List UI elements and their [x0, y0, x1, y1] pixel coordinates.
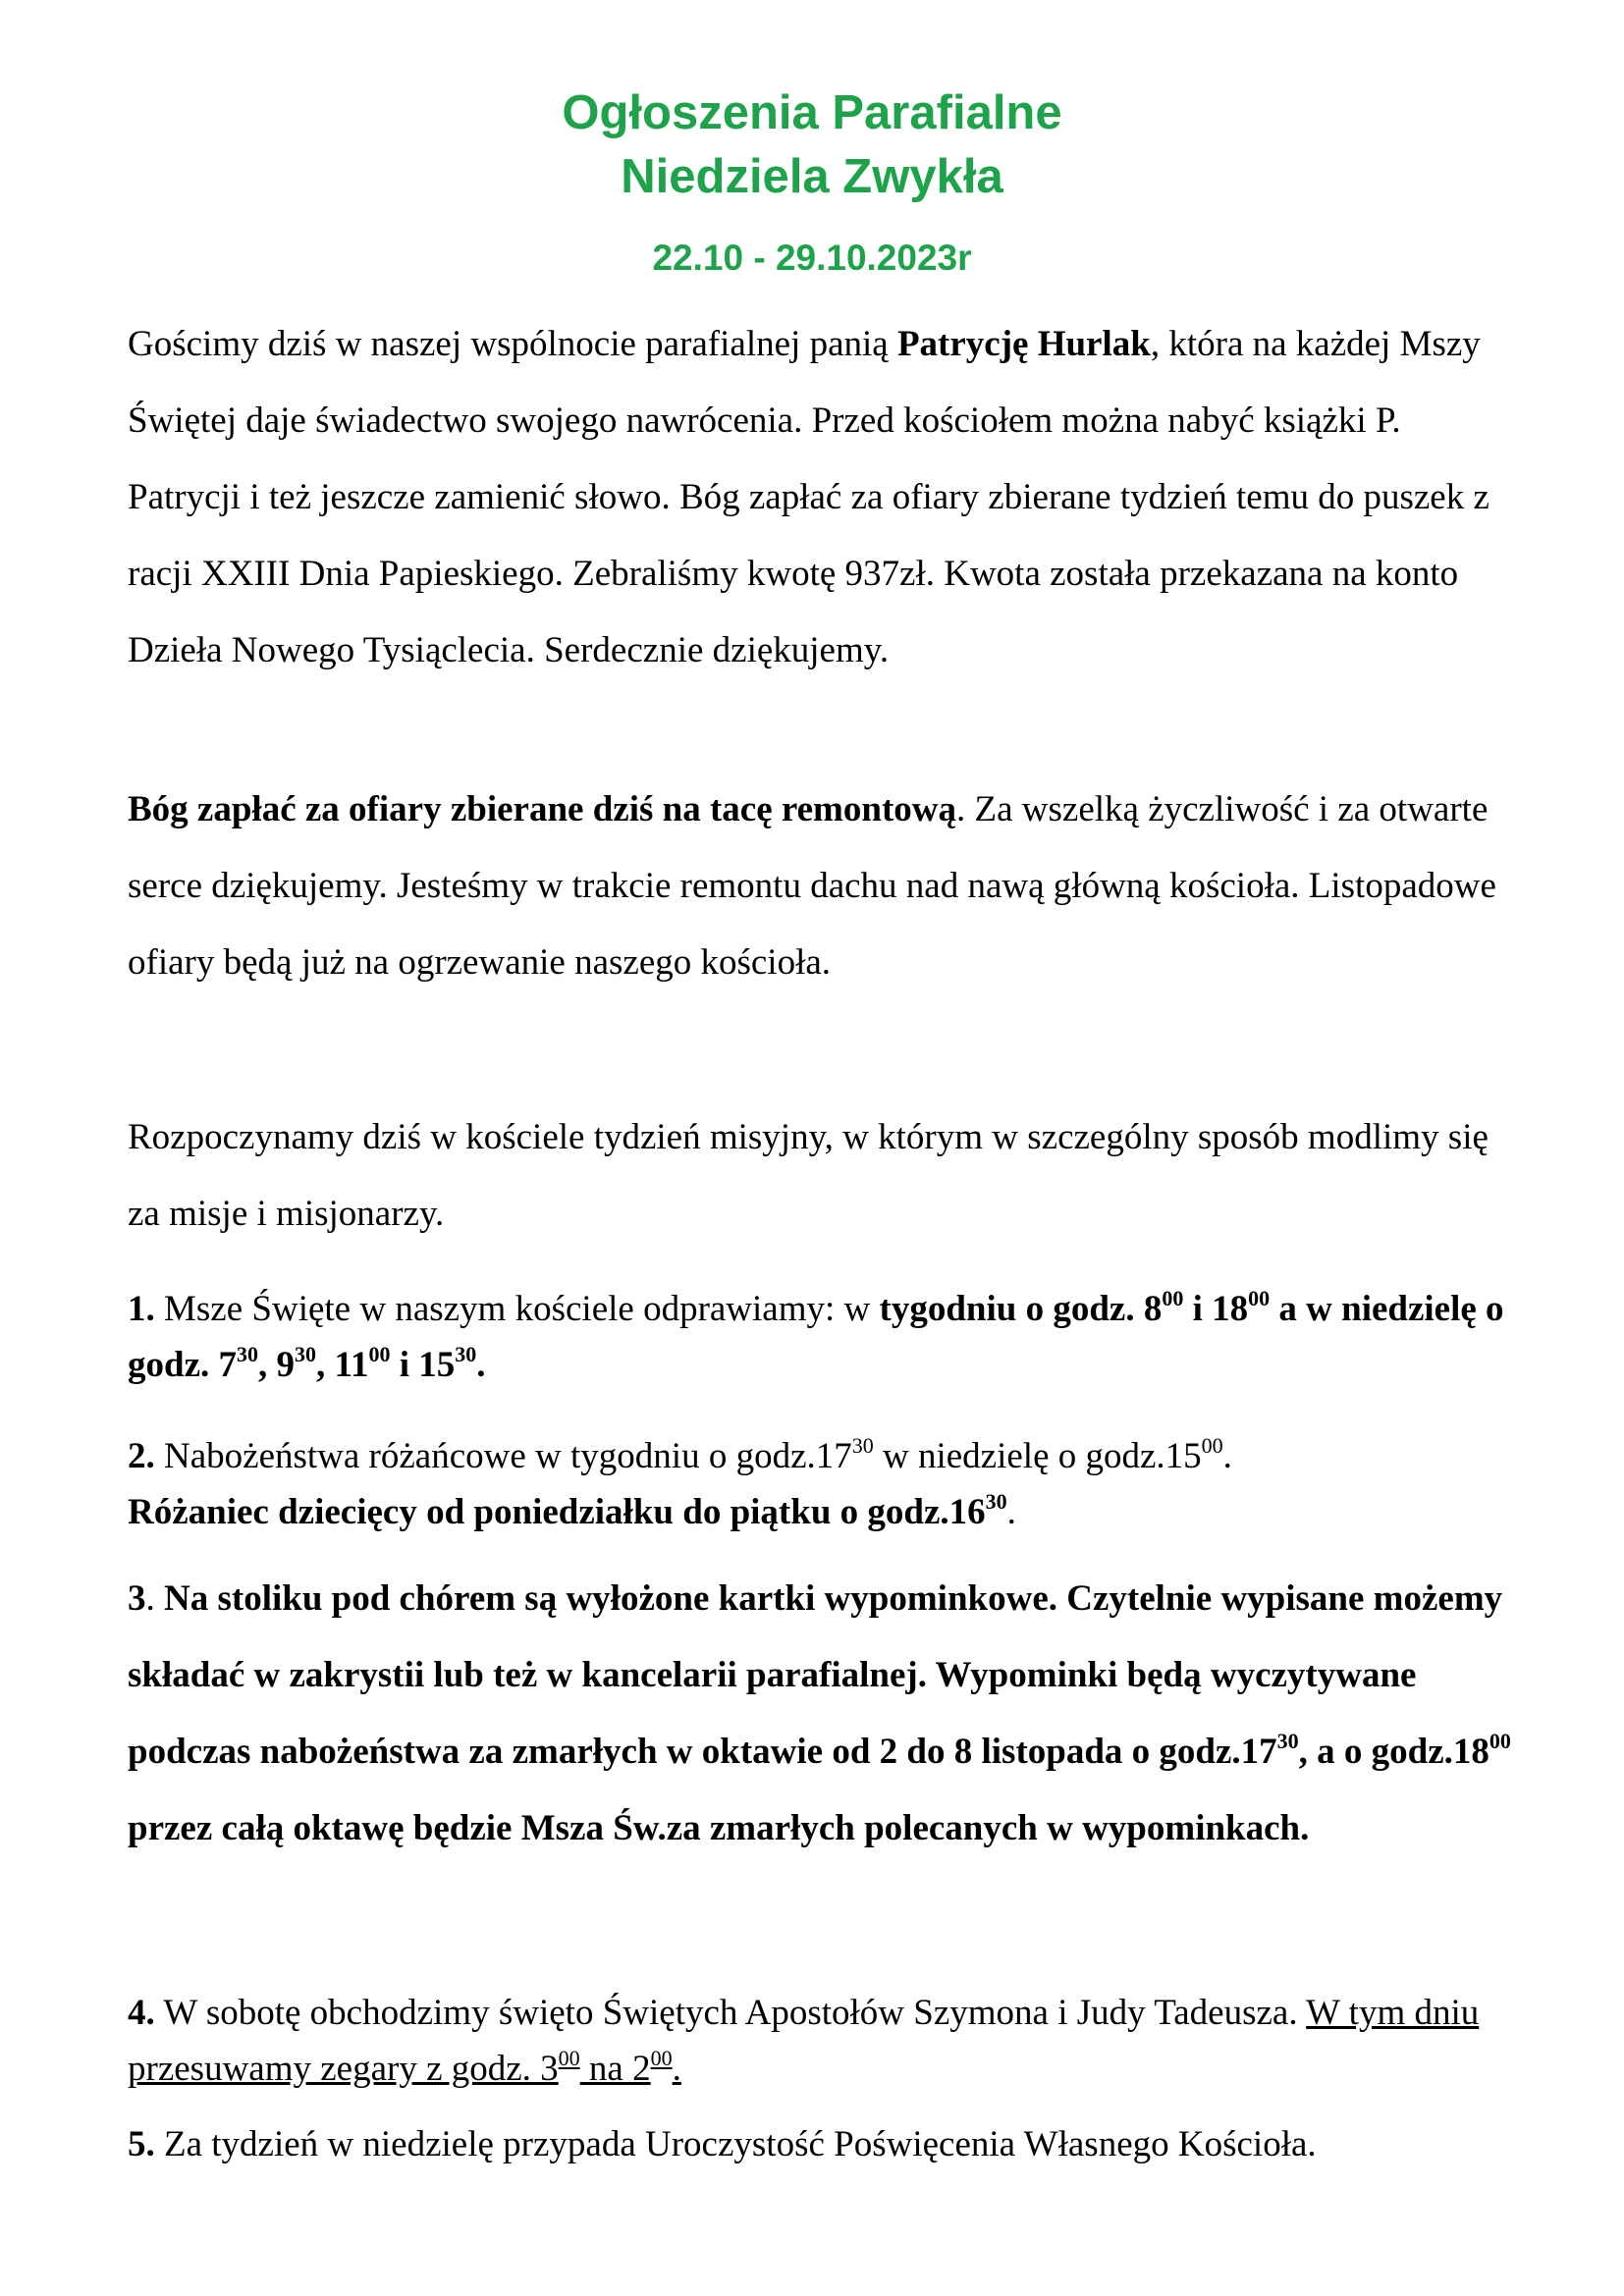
item-text: .	[145, 1578, 164, 1619]
item-bold-text: , 11	[316, 1345, 369, 1385]
item-bold-text: .	[476, 1345, 486, 1385]
time-minutes: 00	[368, 1341, 391, 1366]
item-text: Msze Święte w naszym kościele odprawiamy: w	[154, 1289, 880, 1329]
repair-paragraph	[128, 772, 1512, 1001]
date-range: 22.10 - 29.10.2023r	[652, 238, 972, 278]
item-number: 3	[128, 1578, 146, 1619]
time-minutes: 00	[1248, 1285, 1271, 1310]
item-1-mass-times	[128, 1281, 1512, 1393]
time-minutes: 00	[558, 2045, 580, 2070]
time-minutes: 30	[851, 1432, 874, 1458]
item-3-remembrance-cards	[128, 1561, 1512, 1867]
time-minutes: 30	[985, 1488, 1007, 1514]
time-minutes: 30	[455, 1341, 477, 1366]
item-2-rosary	[128, 1428, 1512, 1540]
item-bold-text: przez całą oktawę będzie Msza Św.za zmarłych polecanych w wypominkach.	[128, 1808, 1310, 1848]
page-subtitle: Niedziela Zwykła	[621, 150, 1003, 203]
item-number: 2.	[128, 1436, 155, 1476]
time-minutes: 00	[1489, 1728, 1511, 1753]
item-text: Nabożeństwa różańcowe w tygodniu o godz.17	[154, 1436, 852, 1476]
item-bold-text: Na stoliku pod chórem są wyłożone kartki wypominkowe. Czytelnie wypisane możemy składać w zakrystii lub też w kancelarii parafialnej. Wypominki będą wyczytywane podczas nabożeństwa za zmarłych w oktawie od 2 do 8 listopada o godz.17	[128, 1578, 1503, 1772]
repair-thanks-bold: Bóg zapłać za ofiary zbierane dziś na tacę remontową	[128, 789, 956, 829]
time-minutes: 30	[295, 1341, 316, 1366]
item-text: .	[1222, 1436, 1232, 1476]
item-number: 5.	[128, 2124, 155, 2164]
item-bold-text: i 18	[1183, 1289, 1249, 1329]
item-text: .	[1006, 1492, 1016, 1532]
underlined-text: na 2	[579, 2049, 651, 2089]
intro-text: Gościmy dziś w naszej wspólnocie parafialnej panią	[128, 324, 897, 364]
item-number: 4.	[128, 1993, 155, 2033]
time-minutes: 00	[1162, 1285, 1184, 1310]
intro-text-continued: , która na każdej Mszy Świętej daje świadectwo swojego nawrócenia. Przed kościołem można nabyć książki P. Patrycji i też jeszcze zamienić słowo. Bóg zapłać za ofiary zbierane tydzień temu do puszek z racji XXIII Dnia Papieskiego. Zebraliśmy kwotę 937zł. Kwota została przekazana na konto Dzieła Nowego Tysiąclecia. Serdecznie dziękujemy.	[128, 324, 1489, 670]
item-text: Za tydzień w niedzielę przypada Uroczystość Poświęcenia Własnego Kościoła.	[154, 2124, 1317, 2164]
item-text: W sobotę obchodzimy święto Świętych Apostołów Szymona i Judy Tadeusza.	[154, 1993, 1307, 2033]
intro-paragraph	[128, 306, 1512, 689]
time-minutes: 00	[1201, 1432, 1223, 1458]
item-bold-text: a w niedzielę o godz. 7	[128, 1289, 1504, 1385]
missions-paragraph	[128, 1099, 1512, 1253]
underlined-text: W tym dniu przesuwamy zegary z godz. 3	[128, 1993, 1480, 2089]
time-minutes: 00	[650, 2045, 673, 2070]
item-text: w niedzielę o godz.15	[873, 1436, 1202, 1476]
item-5-dedication	[128, 2116, 1512, 2172]
missions-text: Rozpoczynamy dziś w kościele tydzień misyjny, w którym w szczególny sposób modlimy się za misje i misjonarzy.	[128, 1117, 1489, 1234]
item-number: 1.	[128, 1289, 155, 1329]
item-bold-text: Różaniec dziecięcy od poniedziałku do piątku o godz.16	[128, 1492, 986, 1532]
item-bold-text: , a o godz.18	[1298, 1732, 1489, 1772]
underlined-text: .	[672, 2049, 681, 2089]
guest-name: Patrycję Hurlak	[896, 324, 1151, 364]
time-minutes: 30	[1276, 1728, 1299, 1753]
item-bold-text: , 9	[258, 1345, 295, 1385]
repair-text: . Za wszelką życzliwość i za otwarte serce dziękujemy. Jesteśmy w trakcie remontu dachu nad nawą główną kościoła. Listopadowe ofiary będą już na ogrzewanie naszego kościoła.	[128, 789, 1496, 983]
item-bold-text: i 15	[390, 1345, 456, 1385]
item-bold-text: tygodniu o godz. 8	[879, 1289, 1163, 1329]
time-minutes: 30	[237, 1341, 258, 1366]
item-4-clock-change	[128, 1985, 1512, 2097]
page-title: Ogłoszenia Parafialne	[562, 86, 1062, 139]
